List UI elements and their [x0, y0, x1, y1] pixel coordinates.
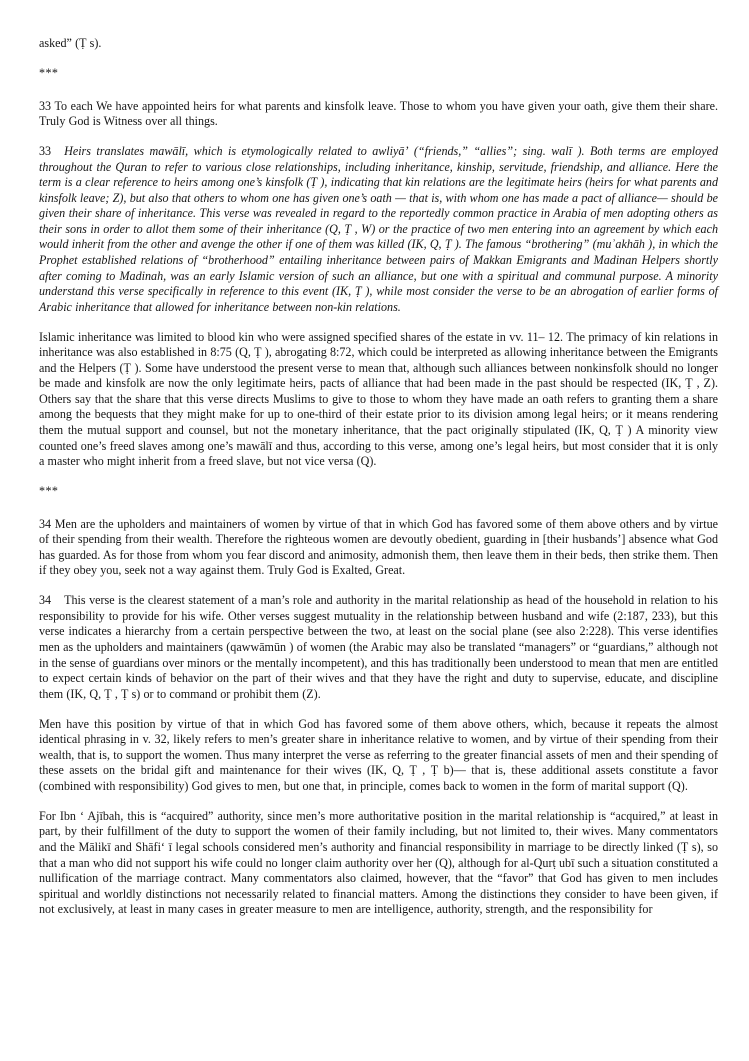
commentary-block-34-tertiary: For Ibn ʻ Ajībah, this is “acquired” authority, since men’s more authoritative position in the marital relationship is “acquired,” at least in part, by their fulfillment of the duty to support the women of their family including, but not limited to, their wives. Many commentators and the Mālikī and Shāfiʻ ī legal schools considered men’s authority and financial responsibility in marriage to be directly linked (Ṭ s), so that a man who did not support his wife could no longer claim authority over her (Q), although for al-Qurṭ ubī such a situation constituted a nullification of the marriage contract. Many commentators also claimed, however, that the “favor” that God has given to men includes spiritual and worldly distinctions not necessarily related to financial matters. Among the distinctions they consider to have been given, if not exclusively, at least in many cases in greater measure to men are intelligence, authority, strength, and the responsibility for [39, 808, 718, 917]
verse-text-34: 34 Men are the upholders and maintainers of women by virtue of that in which God has favored some of them above others and by virtue of their spending from their wealth. Therefore the righteous women are devoutly obedient, guarding in [their husbands’] absence what God has guarded. As for those from whom you fear discord and animosity, admonish them, then leave them in their beds, then strike them. Then if they obey you, seek not a way against them. Truly God is Exalted, Great. [39, 516, 718, 578]
document-text-column [39, 36, 718, 918]
commentary-verse-number-34: 34 [39, 593, 52, 608]
commentary-body-33: Heirs translates mawālī, which is etymologically related to awliyāʼ (“friends,” “allies”; sing. walī ). Both terms are employed throughout the Quran to refer to various close relationships, including inheritance, kinship, servitude, friendship, and alliance. Here the term is a clear reference to heirs among one’s kinsfolk (Ṭ ), indicating that kin relations are the legitimate heirs (heirs for what parents and kinsfolk leave; Z), but also that others to whom one has given one’s oath — that is, with whom one has made a pact of alliance— should be given their share of inheritance. This verse was revealed in regard to the reportedly common practice in Arabia of men adopting others as their sons in order to allot them some of their inheritance (Q, Ṭ , W) or the practice of two men entering into an agreement by which each would inherit from the other and avenge the other if one of them was killed (IK, Q, Ṭ ). The famous “brothering” (muʾakhāh ), in which the Prophet established relations of “brotherhood” entailing inheritance between pairs of Makkan Emigrants and Madinan Helpers shortly after coming to Madinah, was an early Islamic version of such an alliance, but one with a spiritual and communal purpose. A minority understand this verse specifically in reference to this event (IK, Ṭ ), while most consider the verse to be an abrogation of earlier forms of Arabic inheritance that allowed for inheritance between non-kin relations. [39, 144, 718, 314]
verse-text-33: 33 To each We have appointed heirs for what parents and kinsfolk leave. Those to whom you have given your oath, give them their share. Truly God is Witness over all things. [39, 98, 718, 129]
paragraph-asked-fragment: asked” (Ṭ s). [39, 36, 102, 50]
commentary-verse-number-33: 33 [39, 144, 52, 159]
commentary-block-33-secondary: Islamic inheritance was limited to blood kin who were assigned specified shares of the estate in vv. 11– 12. The primacy of kin relations in inheritance was also established in 8:75 (Q, Ṭ ), abrogating 8:72, which could be interpreted as allowing inheritance between the Emigrants and the Helpers (Ṭ ). Some have understood the present verse to mean that, although such alliances between nonkinsfolk should no longer be made and kinsfolk are now the only legitimate heirs, pacts of alliance that had been made in the past should be respected (IK, Ṭ , Z). Others say that the share that this verse directs Muslims to give to those to whom they have made an oath refers to granting them a share among the bequests that they might make for up to one-third of their estate prior to its division among legal heirs; or it means rendering them the mutual support and counsel, but not the monetary inheritance, that the pact originally stipulated (IK, Q, Ṭ ) A minority view counted one’s freed slaves among one’s mawālī and thus, according to this verse, among one’s legal heirs, but most consider that it is only a master who might inherit from a freed slave, but not vice versa (Q). [39, 329, 718, 469]
commentary-block-33-primary [39, 144, 718, 315]
commentary-body-34: This verse is the clearest statement of a man’s role and authority in the marital relationship as head of the household in relation to his responsibility to provide for his wife. Other verses suggest mutuality in the relationship between husband and wife (2:187, 233), but this verse indicates a hierarchy from a certain perspective between the two, at least on the social plane (see also 2:228). This verse identifies men as the upholders and maintainers (qawwāmūn ) of women (the Arabic may also be translated “managers” or “guardians,” although not in the sense of guardians over minors or the mentally incompetent), and this has traditionally been understood to mean that men are entitled to expect certain kinds of behavior on the part of their wives and that they have the right and duty to supervise, educate, and discipline them (IK, Q, Ṭ , Ṭ s) or to command or prohibit them (Z). [39, 593, 718, 701]
commentary-block-34-primary [39, 593, 718, 702]
commentary-block-34-secondary: Men have this position by virtue of that in which God has favored some of them above others, which, because it repeats the almost identical phrasing in v. 32, likely refers to men’s greater share in inheritance relative to women, and by virtue of their spending from their wealth, that is, to support the women. Thus many interpret the verse as referring to the greater financial assets of men and their spending of these assets on the bridal gift and maintenance for their wives (IK, Q, Ṭ , Ṭ b)— that is, these additional assets constitute a favor (combined with responsibility) God gives to men, but one that, in principle, comes back to women in the form of marital support (Q). [39, 716, 718, 793]
section-separator-asterisks-2: *** [39, 484, 59, 499]
section-separator-asterisks-1: *** [39, 66, 59, 81]
